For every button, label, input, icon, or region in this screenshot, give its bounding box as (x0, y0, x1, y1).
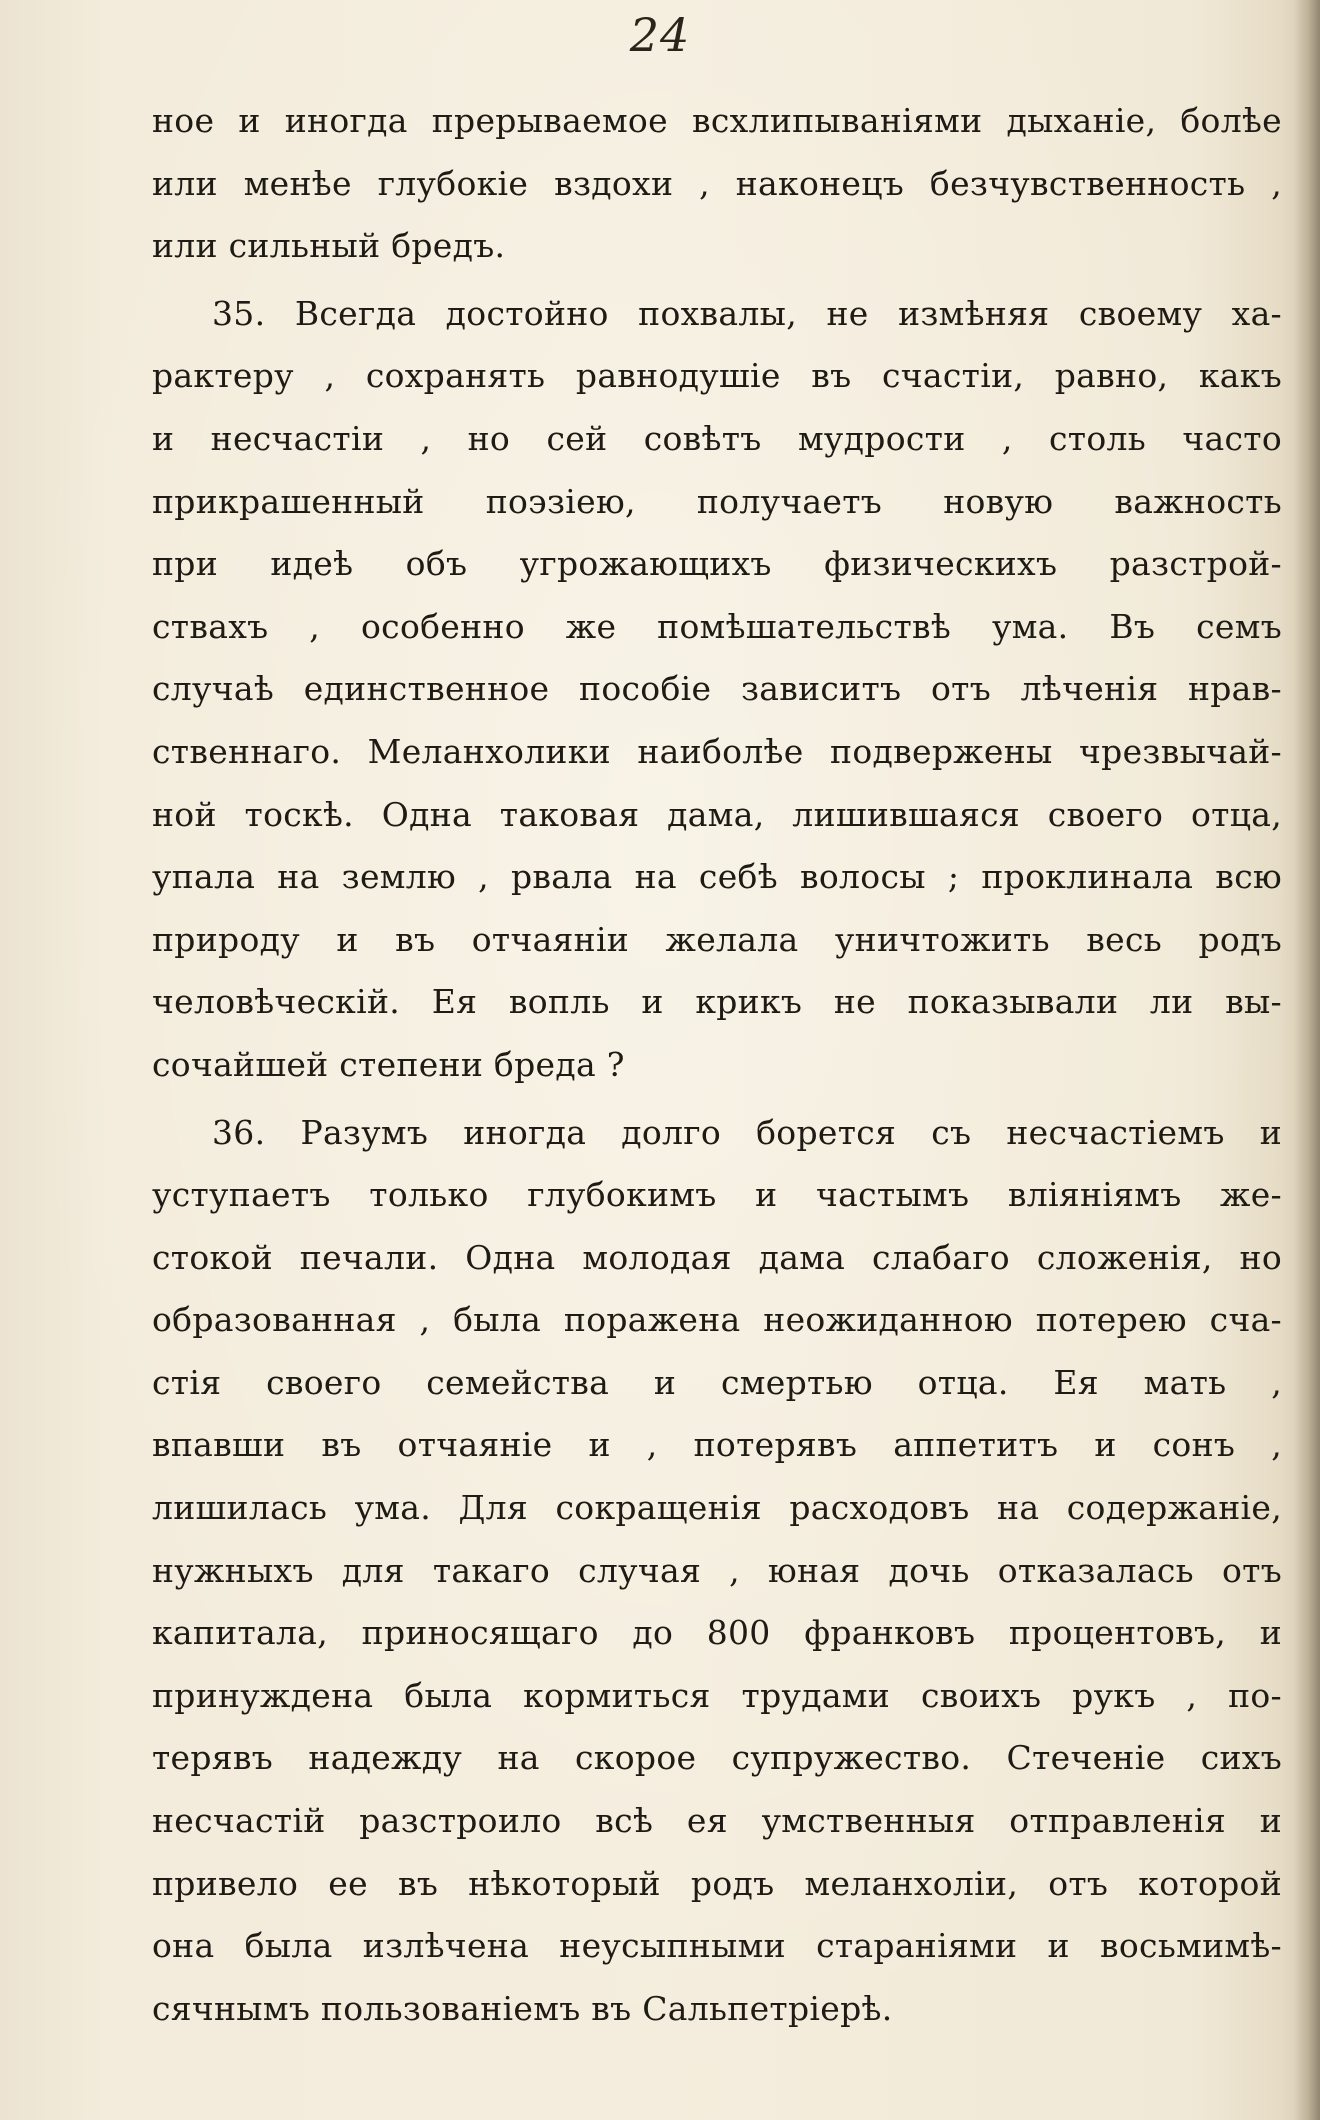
text-line: рактеру , сохранять равнодушіе въ счастіи, равно, какъ (152, 356, 1282, 396)
text-line: капитала, приносящаго до 800 франковъ процентовъ, и (152, 1613, 1282, 1653)
text-line: сячнымъ пользованіемъ въ Сальпетріерѣ. (152, 1988, 893, 2028)
text-line: упала на землю , рвала на себѣ волосы ; проклинала всю (152, 857, 1282, 897)
text-line: ствахъ , особенно же помѣшательствѣ ума. Въ семъ (152, 606, 1282, 646)
page-edge-shadow (1294, 0, 1320, 2120)
text-line: ной тоскѣ. Одна таковая дама, лишившаяся своего отца, (152, 794, 1282, 834)
text-line: природу и въ отчаяніи желала уничтожить весь родъ (152, 919, 1282, 959)
body-text (152, 90, 1282, 2040)
text-line: ственнаго. Меланхолики наиболѣе подвержены чрезвычай- (152, 731, 1282, 771)
text-line: или сильный бредъ. (152, 226, 506, 266)
text-line: несчастій разстроило всѣ ея умственныя отправленія и (152, 1801, 1282, 1841)
text-line: привело ее въ нѣкоторый родъ меланхоліи, отъ которой (152, 1863, 1282, 1903)
text-line: стія своего семейства и смертью отца. Ея мать , (152, 1362, 1282, 1402)
text-line: человѣческій. Ея вопль и крикъ не показывали ли вы- (152, 982, 1282, 1022)
text-line: сочайшей степени бреда ? (152, 1044, 625, 1084)
page-number: 24 (629, 8, 691, 62)
text-line: случаѣ единственное пособіе зависитъ отъ лѣченія нрав- (152, 669, 1282, 709)
text-line: и несчастіи , но сей совѣтъ мудрости , столь часто (152, 418, 1282, 458)
text-line: нужныхъ для такаго случая , юная дочь отказалась отъ (152, 1550, 1282, 1590)
text-line: она была излѣчена неусыпными стараніями и восьмимѣ- (152, 1926, 1282, 1966)
text-line: терявъ надежду на скорое супружество. Стеченіе сихъ (152, 1738, 1282, 1778)
text-line: или менѣе глубокіе вздохи , наконецъ безчувственность , (152, 163, 1282, 203)
paragraph-continuation (152, 90, 1282, 278)
text-line: впавши въ отчаяніе и , потерявъ аппетитъ и сонъ , (152, 1425, 1282, 1465)
text-line: стокой печали. Одна молодая дама слабаго сложенія, но (152, 1237, 1282, 1277)
paragraph-35 (152, 283, 1282, 1097)
paragraph-36 (152, 1102, 1282, 2041)
text-line: лишилась ума. Для сокращенія расходовъ на содержаніе, (152, 1488, 1282, 1528)
text-line: принуждена была кормиться трудами своихъ рукъ , по- (152, 1675, 1282, 1715)
text-line: 36. Разумъ иногда долго борется съ несчастіемъ и (212, 1112, 1282, 1152)
text-line: при идеѣ объ угрожающихъ физическихъ разстрой- (152, 544, 1282, 584)
text-line: прикрашенный поэзіею, получаетъ новую важность (152, 481, 1282, 521)
text-line: уступаетъ только глубокимъ и частымъ вліяніямъ же- (152, 1175, 1282, 1215)
text-line: ное и иногда прерываемое всхлипываніями дыханіе, болѣе (152, 101, 1282, 140)
text-line: образованная , была поражена неожиданною потерею сча- (152, 1300, 1282, 1340)
text-line: 35. Всегда достойно похвалы, не измѣняя своему ха- (212, 293, 1282, 333)
